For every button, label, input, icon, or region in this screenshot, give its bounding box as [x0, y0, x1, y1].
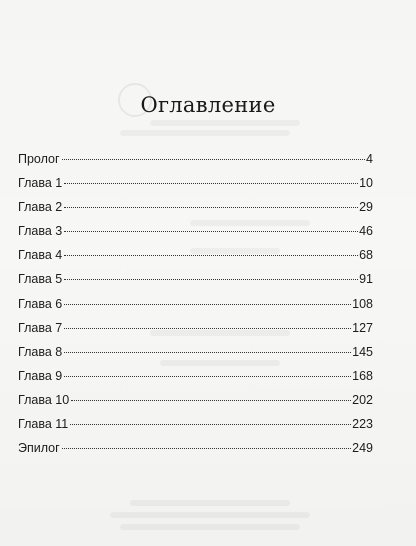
toc-entry-page: 4 — [366, 152, 373, 166]
dot-leader — [62, 448, 351, 449]
dot-leader — [64, 304, 351, 305]
show-through-line — [120, 130, 290, 136]
dot-leader — [70, 424, 351, 425]
toc-entry-label: Глава 3 — [18, 224, 63, 239]
toc-entry-label: Эпилог — [18, 441, 60, 456]
toc-entry — [18, 369, 373, 393]
toc-entry — [18, 272, 373, 296]
toc-entry — [18, 441, 373, 465]
toc-entry-page: 68 — [359, 248, 373, 263]
toc-entry-label: Глава 2 — [18, 200, 63, 215]
toc-entry-label: Глава 10 — [18, 392, 70, 407]
toc-entry-label: Глава 4 — [18, 248, 63, 263]
dot-leader — [64, 376, 351, 377]
dot-leader — [71, 400, 351, 401]
toc-entry-label: Пролог — [18, 152, 60, 166]
toc-entry-label: Глава 6 — [18, 296, 63, 311]
dot-leader — [64, 183, 358, 184]
show-through-line — [120, 524, 300, 530]
toc-entry — [18, 152, 373, 176]
toc-entry-label: Глава 5 — [18, 272, 63, 287]
toc-entry-page: 223 — [352, 417, 373, 432]
dot-leader — [64, 231, 358, 232]
toc-entry-page: 91 — [359, 272, 373, 287]
show-through-line — [110, 512, 310, 518]
dot-leader — [62, 159, 365, 160]
toc-entry — [18, 417, 373, 441]
toc-entry-page: 145 — [352, 344, 373, 359]
toc-entry — [18, 224, 373, 248]
toc-entry-page: 168 — [352, 368, 373, 383]
dot-leader — [64, 255, 358, 256]
table-of-contents — [18, 152, 373, 465]
show-through-line — [150, 120, 300, 126]
toc-entry — [18, 393, 373, 417]
toc-entry — [18, 200, 373, 224]
toc-entry-label: Глава 11 — [18, 417, 69, 432]
toc-entry-page: 108 — [352, 296, 373, 311]
toc-entry — [18, 297, 373, 321]
toc-entry-page: 46 — [359, 224, 373, 239]
toc-entry — [18, 176, 373, 200]
toc-entry-page: 29 — [359, 200, 373, 215]
page-title: Оглавление — [140, 93, 276, 118]
toc-entry-label: Глава 7 — [18, 320, 63, 335]
toc-entry — [18, 345, 373, 369]
dot-leader — [64, 328, 351, 329]
dot-leader — [64, 207, 358, 208]
toc-entry-label: Глава 1 — [18, 176, 63, 191]
toc-entry-page: 202 — [352, 392, 373, 407]
toc-entry — [18, 248, 373, 272]
toc-entry-label: Глава 8 — [18, 344, 63, 359]
toc-entry-label: Глава 9 — [18, 368, 63, 383]
dot-leader — [64, 279, 358, 280]
toc-entry — [18, 321, 373, 345]
show-through-line — [130, 500, 290, 506]
dot-leader — [64, 352, 351, 353]
toc-entry-page: 249 — [352, 441, 373, 456]
toc-entry-page: 10 — [359, 176, 373, 191]
toc-entry-page: 127 — [352, 320, 373, 335]
